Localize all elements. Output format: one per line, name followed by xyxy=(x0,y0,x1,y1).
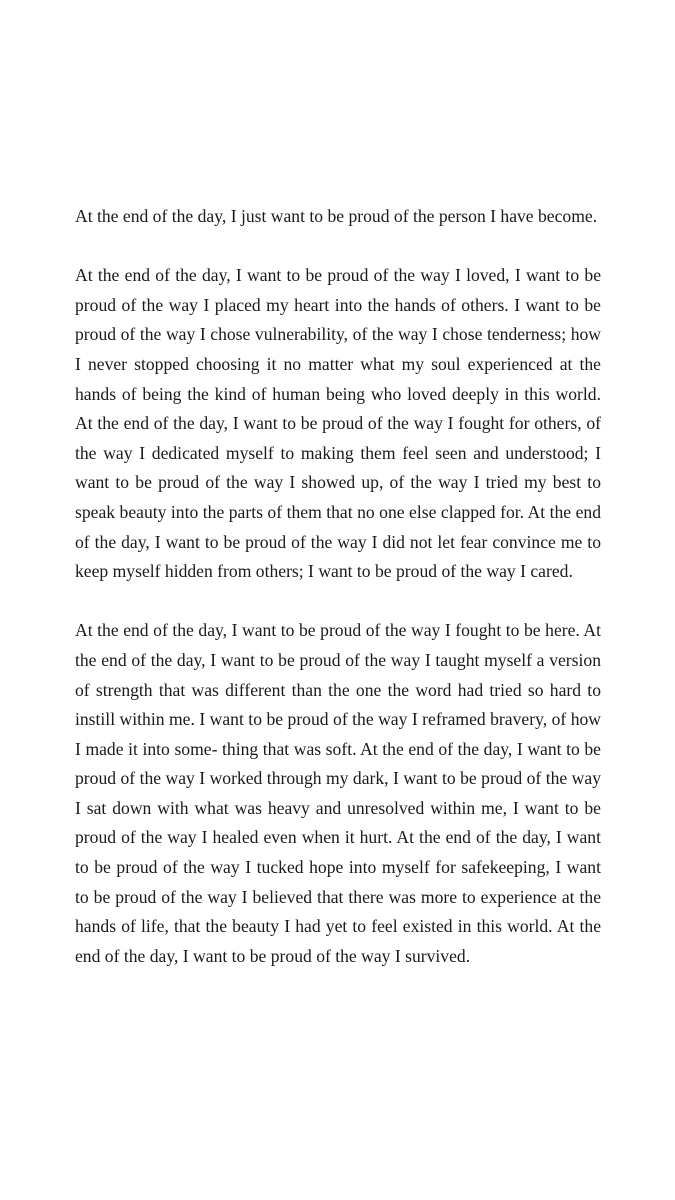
body-text xyxy=(75,202,601,971)
paragraph-2: At the end of the day, I want to be proud of the way I loved, I want to be proud of the way I placed my heart into the hands of others. I want to be proud of the way I chose vulnerability, of the way I chose tenderness; how I never stopped choosing it no matter what my soul experienced at the hands of being the kind of human being who loved deeply in this world. At the end of the day, I want to be proud of the way I fought for others, of the way I dedicated myself to making them feel seen and understood; I want to be proud of the way I showed up, of the way I tried my best to speak beauty into the parts of them that no one else clapped for. At the end of the day, I want to be proud of the way I did not let fear convince me to keep myself hidden from others; I want to be proud of the way I cared. xyxy=(75,265,601,582)
paragraph-3: At the end of the day, I want to be proud of the way I fought to be here. At the end of the day, I want to be proud of the way I taught myself a version of strength that was different than the one the word had tried so hard to instill within me. I want to be proud of the way I reframed bravery, of how I made it into some- thing that was soft. At the end of the day, I want to be proud of the way I worked through my dark, I want to be proud of the way I sat down with what was heavy and unresolved within me, I want to be proud of the way I healed even when it hurt. At the end of the day, I want to be proud of the way I tucked hope into myself for safekeeping, I want to be proud of the way I believed that there was more to experience at the hands of life, that the beauty I had yet to feel existed in this world. At the end of the day, I want to be proud of the way I survived. xyxy=(75,620,601,966)
paragraph-1: At the end of the day, I just want to be proud of the person I have become. xyxy=(75,206,598,226)
